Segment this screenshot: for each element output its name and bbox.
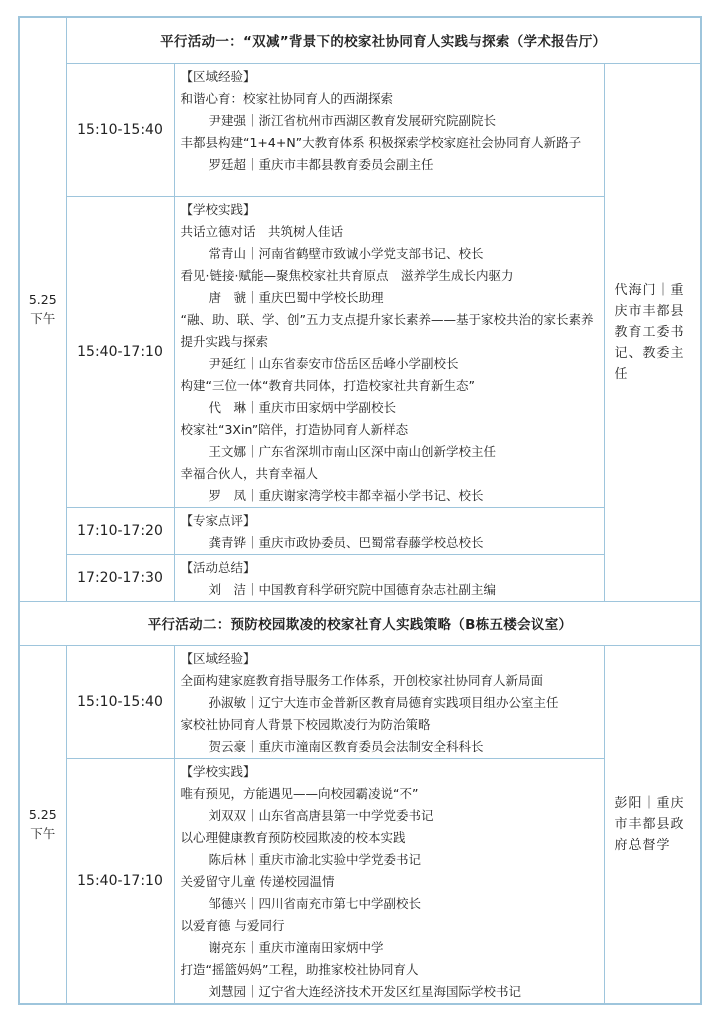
block-content bbox=[174, 196, 604, 507]
section-label: 【专家点评】 bbox=[180, 512, 256, 528]
speaker-line: 孙淑敏｜辽宁大连市金普新区教育局德育实践项目组办公室主任 bbox=[208, 694, 559, 710]
session-header-row bbox=[19, 601, 701, 645]
topic-title: 幸福合伙人，共育幸福人 bbox=[180, 465, 319, 481]
speaker-line: 尹延红｜山东省泰安市岱岳区岳峰小学副校长 bbox=[208, 355, 459, 371]
section-label: 【区域经验】 bbox=[180, 68, 256, 84]
topic-title: 构建“三位一体“教育共同体，打造校家社共育新生态” bbox=[180, 377, 475, 393]
speaker-line: 代 琳｜重庆市田家炳中学副校长 bbox=[208, 399, 397, 415]
time-slot: 17:10-17:20 bbox=[66, 507, 174, 554]
speaker-line: 邹德兴｜四川省南充市第七中学副校长 bbox=[208, 895, 422, 911]
session-host: 代海门｜重庆市丰都县教育工委书记、教委主任 bbox=[604, 63, 701, 601]
speaker-line: 刘 洁｜中国教育科学研究院中国德育杂志社副主编 bbox=[208, 581, 497, 597]
speaker-line: 王文娜｜广东省深圳市南山区深中南山创新学校主任 bbox=[208, 443, 497, 459]
speaker-line: 罗廷超｜重庆市丰都县教育委员会副主任 bbox=[208, 156, 434, 172]
topic-title: 看见·链接·赋能—聚焦校家社共育原点 滋养学生成长内驱力 bbox=[180, 267, 514, 283]
block-content bbox=[174, 758, 604, 1004]
speaker-line: 谢亮东｜重庆市潼南田家炳中学 bbox=[208, 939, 384, 955]
topic-title: “融、助、联、学、创”五力支点提升家长素养——基于家校共治的家长素养提升实践与探索 bbox=[180, 311, 594, 349]
section-label: 【区域经验】 bbox=[180, 650, 256, 666]
block-content bbox=[174, 63, 604, 196]
section-label: 【学校实践】 bbox=[180, 763, 256, 779]
speaker-line: 贺云豪｜重庆市潼南区教育委员会法制安全科科长 bbox=[208, 738, 484, 754]
schedule-row bbox=[19, 645, 701, 758]
speaker-line: 常青山｜河南省鹤壁市致诚小学党支部书记、校长 bbox=[208, 245, 484, 261]
topic-title: 以心理健康教育预防校园欺凌的校本实践 bbox=[180, 829, 406, 845]
session-date: 5.25 bbox=[28, 292, 57, 308]
topic-title: 校家社“3Xin”陪伴，打造协同育人新样态 bbox=[180, 421, 409, 437]
speaker-line: 唐 虢｜重庆巴蜀中学校长助理 bbox=[208, 289, 384, 305]
topic-title: 关爱留守儿童 传递校园温情 bbox=[180, 873, 335, 889]
session-date-cell bbox=[19, 645, 66, 1004]
schedule-row bbox=[19, 196, 701, 507]
schedule-row bbox=[19, 758, 701, 1004]
time-slot: 15:10-15:40 bbox=[66, 645, 174, 758]
session-title: 平行活动一：“双减”背景下的校家社协同育人实践与探索（学术报告厅） bbox=[66, 17, 701, 63]
topic-title: 全面构建家庭教育指导服务工作体系，开创校家社协同育人新局面 bbox=[180, 672, 544, 688]
schedule-table bbox=[18, 16, 702, 1005]
session-host: 彭阳｜重庆市丰都县政府总督学 bbox=[604, 645, 701, 1004]
time-slot: 15:10-15:40 bbox=[66, 63, 174, 196]
block-content bbox=[174, 645, 604, 758]
section-label: 【活动总结】 bbox=[180, 559, 256, 575]
topic-title: 打造“摇篮妈妈”工程，助推家校社协同育人 bbox=[180, 961, 419, 977]
speaker-line: 龚青铧｜重庆市政协委员、巴蜀常春藤学校总校长 bbox=[208, 534, 484, 550]
time-slot: 15:40-17:10 bbox=[66, 196, 174, 507]
session-period: 下午 bbox=[30, 826, 56, 841]
topic-title: 以爱育德 与爱同行 bbox=[180, 917, 285, 933]
speaker-line: 刘双双｜山东省高唐县第一中学党委书记 bbox=[208, 807, 434, 823]
session-date-cell bbox=[19, 17, 66, 601]
schedule-row bbox=[19, 554, 701, 601]
section-label: 【学校实践】 bbox=[180, 201, 256, 217]
session-date: 5.25 bbox=[28, 807, 57, 822]
speaker-line: 陈后林｜重庆市渝北实验中学党委书记 bbox=[208, 851, 422, 867]
topic-title: 唯有预见，方能遇见——向校园霸凌说“不” bbox=[180, 785, 419, 801]
topic-title: 和谐心育：校家社协同育人的西湖探索 bbox=[180, 90, 394, 106]
session-header-row bbox=[19, 17, 701, 63]
speaker-line: 罗 凤｜重庆谢家湾学校丰都幸福小学书记、校长 bbox=[208, 487, 484, 503]
session-period: 下午 bbox=[30, 311, 56, 327]
time-slot: 17:20-17:30 bbox=[66, 554, 174, 601]
topic-title: 家校社协同育人背景下校园欺凌行为防治策略 bbox=[180, 716, 431, 732]
time-slot: 15:40-17:10 bbox=[66, 758, 174, 1004]
schedule-row bbox=[19, 507, 701, 554]
topic-title: 共话立德对话 共筑树人佳话 bbox=[180, 223, 344, 239]
topic-title: 丰都县构建“1+4+N”大教育体系 积极探索学校家庭社会协同育人新路子 bbox=[180, 134, 582, 150]
speaker-line: 尹建强｜浙江省杭州市西湖区教育发展研究院副院长 bbox=[208, 112, 497, 128]
speaker-line: 刘慧园｜辽宁省大连经济技术开发区红星海国际学校书记 bbox=[208, 983, 522, 999]
session-title: 平行活动二：预防校园欺凌的校家社育人实践策略（B栋五楼会议室） bbox=[19, 601, 701, 645]
block-content bbox=[174, 507, 604, 554]
block-content bbox=[174, 554, 604, 601]
schedule-row bbox=[19, 63, 701, 196]
